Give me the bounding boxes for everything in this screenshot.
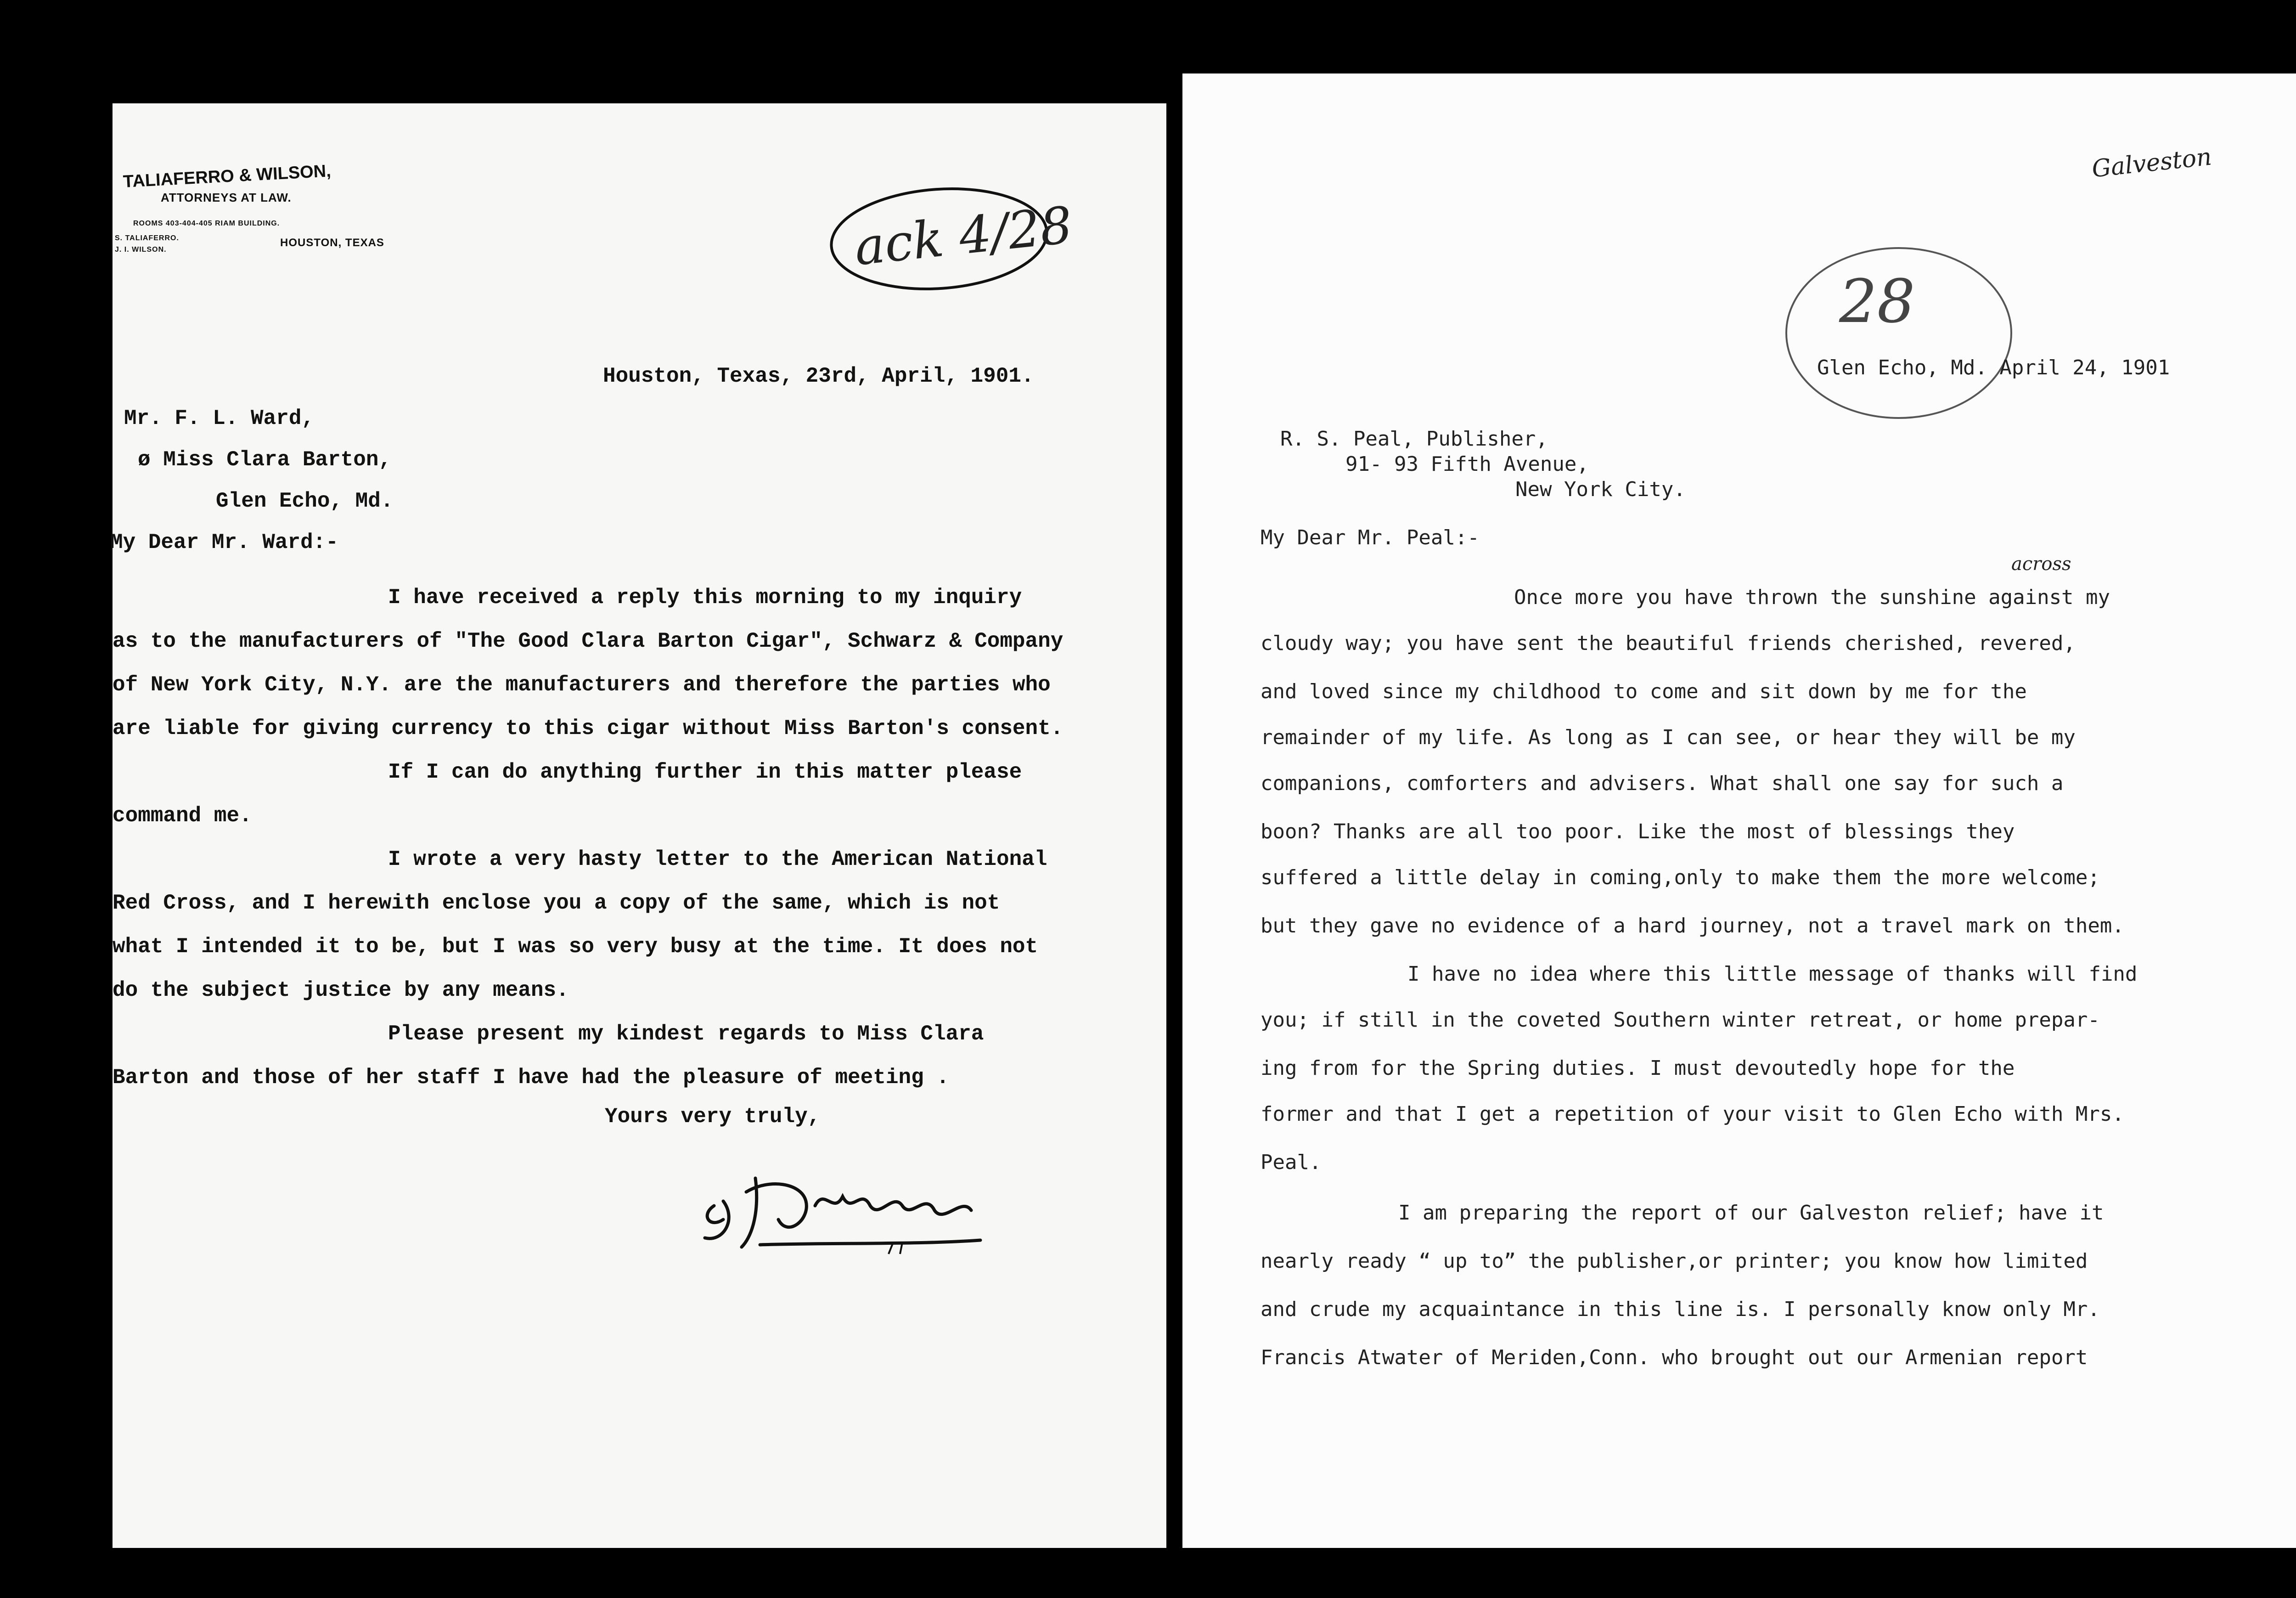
salutation: My Dear Mr. Peal:-: [1261, 526, 1480, 549]
body-line: I wrote a very hasty letter to the American National: [388, 847, 1047, 871]
body-line: Peal.: [1261, 1151, 1322, 1174]
letterhead-rooms: ROOMS 403-404-405 RIAM BUILDING.: [133, 220, 280, 227]
body-line: companions, comforters and advisers. What shall one say for such a: [1261, 772, 2064, 795]
letterhead-profession: ATTORNEYS AT LAW.: [161, 191, 292, 204]
body-line: what I intended it to be, but I was so very busy at the time. It does not: [113, 935, 1038, 959]
body-line: former and that I get a repetition of your visit to Glen Echo with Mrs.: [1261, 1102, 2124, 1126]
left-letter-page: [110, 103, 1166, 1548]
body-line: ing from for the Spring duties. I must devoutedly hope for the: [1261, 1056, 2015, 1080]
body-line: of New York City, N.Y. are the manufacturers and therefore the parties who: [113, 673, 1051, 697]
body-line: as to the manufacturers of "The Good Clara Barton Cigar", Schwarz & Company: [113, 629, 1064, 653]
body-line: and crude my acquaintance in this line is. I personally know only Mr.: [1261, 1298, 2100, 1321]
ack-stamp-text: ack 4/28: [851, 195, 1075, 277]
body-line: I am preparing the report of our Galveston relief; have it: [1398, 1201, 2104, 1225]
body-line: are liable for giving currency to this cigar without Miss Barton's consent.: [113, 717, 1064, 740]
closing: Yours very truly,: [605, 1105, 821, 1129]
body-line: nearly ready “ up to” the publisher,or printer; you know how limited: [1261, 1249, 2088, 1273]
letterhead-partner-1: S. TALIAFERRO.: [115, 234, 179, 242]
body-line: I have received a reply this morning to my inquiry: [388, 586, 1022, 610]
letterhead-firm: TALIAFERRO & WILSON,: [123, 161, 332, 192]
address-line-3: Glen Echo, Md.: [216, 489, 394, 513]
body-line: I have no idea where this little message of thanks will find: [1407, 962, 2138, 986]
salutation: My Dear Mr. Ward:-: [110, 531, 338, 554]
body-line: Red Cross, and I herewith enclose you a copy of the same, which is not: [113, 891, 1000, 915]
body-line: remainder of my life. As long as I can see, or hear they will be my: [1261, 726, 2076, 749]
body-line: and loved since my childhood to come and sit down by me for the: [1261, 680, 2027, 703]
dateline: Glen Echo, Md. April 24, 1901: [1817, 356, 2170, 379]
body-line: Francis Atwater of Meriden,Conn. who brought out our Armenian report: [1261, 1346, 2088, 1369]
body-line: you; if still in the coveted Southern winter retreat, or home prepar-: [1261, 1008, 2100, 1032]
signature: [696, 1151, 990, 1256]
handwritten-insertion: across: [2011, 553, 2071, 575]
circled-number: 28: [1839, 266, 1915, 336]
address-line-3: New York City.: [1515, 478, 1686, 501]
address-line-1: R. S. Peal, Publisher,: [1280, 427, 1548, 451]
corner-note-galveston: Galveston: [2090, 143, 2213, 183]
body-line: Barton and those of her staff I have had the pleasure of meeting .: [113, 1066, 949, 1090]
right-letter-page: [1182, 73, 2296, 1548]
letterhead-city: HOUSTON, TEXAS: [280, 237, 384, 249]
letter-date: Houston, Texas, 23rd, April, 1901.: [603, 364, 1034, 388]
address-line-2: ø Miss Clara Barton,: [138, 448, 392, 472]
body-line: If I can do anything further in this matter please: [388, 760, 1022, 784]
body-line: suffered a little delay in coming,only to make them the more welcome;: [1261, 866, 2100, 889]
letterhead-partner-2: J. I. WILSON.: [115, 246, 167, 254]
body-line: boon? Thanks are all too poor. Like the most of blessings they: [1261, 820, 2015, 843]
body-line: but they gave no evidence of a hard journey, not a travel mark on them.: [1261, 914, 2124, 937]
body-line: Once more you have thrown the sunshine against my: [1514, 586, 2110, 609]
body-line: cloudy way; you have sent the beautiful friends cherished, revered,: [1261, 632, 2076, 655]
body-line: do the subject justice by any means.: [113, 978, 569, 1002]
address-line-1: Mr. F. L. Ward,: [124, 407, 315, 430]
body-line: command me.: [113, 804, 252, 828]
body-line: Please present my kindest regards to Miss Clara: [388, 1022, 984, 1046]
address-line-2: 91- 93 Fifth Avenue,: [1345, 452, 1589, 476]
